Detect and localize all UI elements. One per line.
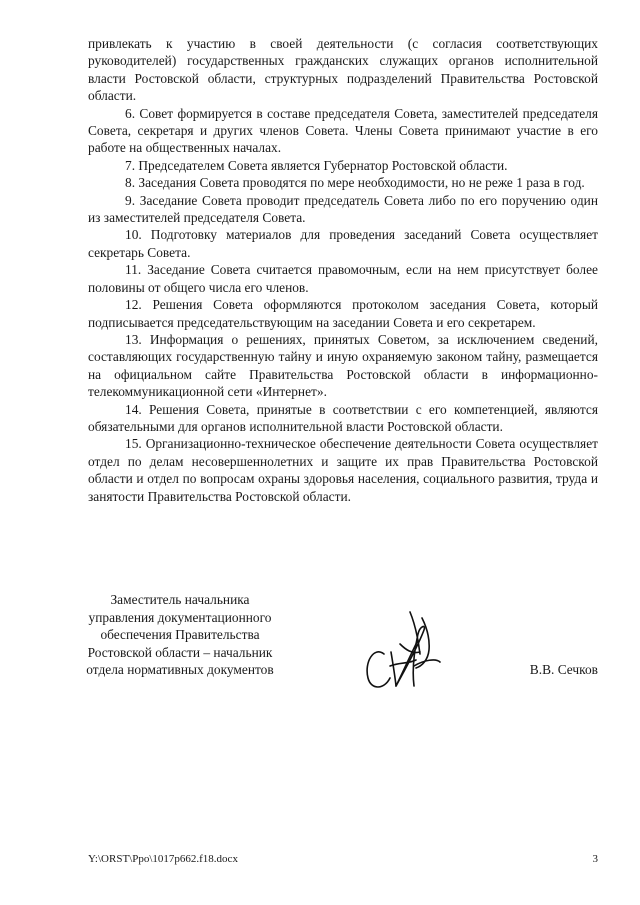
signatory-title: [72, 591, 288, 679]
signatory-title-line: обеспечения Правительства: [100, 627, 260, 642]
signatory-name: В.В. Сечков: [529, 662, 598, 677]
paragraph-item-13: 13. Информация о решениях, принятых Советом, за исключением сведений, составляющих государственную тайну и иную охраняемую законом тайну, размещается на официальном сайте Правительства Ростовской области в информационно-телекоммуникационной сети «Интернет».: [88, 331, 598, 400]
paragraph-item-6: 6. Совет формируется в составе председателя Совета, заместителей председателя Совета, секретаря и других членов Совета. Члены Совета принимают участие в его работе на общественных началах.: [88, 105, 598, 156]
paragraph-item-10: 10. Подготовку материалов для проведения заседаний Совета осуществляет секретарь Совета.: [88, 227, 598, 260]
signatory-title-line: отдела нормативных документов: [86, 662, 274, 677]
paragraph-continuation: привлекать к участию в своей деятельности (с согласия соответствующих руководителей) государственных гражданских служащих органов исполнительной власти Ростовской области, структурных подразделений Правительства Ростовской области.: [88, 36, 598, 104]
paragraph-item-12: 12. Решения Совета оформляются протоколом заседания Совета, который подписывается председательствующим на заседании Совета и его секретарем.: [88, 297, 598, 330]
paragraph-item-15: 15. Организационно-техническое обеспечение деятельности Совета осуществляет отдел по делам несовершеннолетних и защите их прав Правительства Ростовской области и отдел по вопросам охраны здоровья населения, социального развития, труда и занятости Правительства Ростовской области.: [88, 436, 598, 504]
footer-file-path: Y:\ORST\Ppo\1017p662.f18.docx: [88, 853, 238, 865]
paragraph-item-9: 9. Заседание Совета проводит председатель Совета либо по его поручению один из заместителей председателя Совета.: [88, 192, 598, 226]
signatory-title-line: управления документационного: [88, 609, 272, 625]
signatory-title-line: Ростовской области – начальник: [87, 644, 273, 660]
handwritten-signature: [360, 604, 446, 694]
paragraph-item-7: 7. Председателем Совета является Губернатор Ростовской области.: [125, 157, 508, 173]
paragraph-item-8: 8. Заседания Совета проводятся по мере необходимости, но не реже 1 раза в год.: [125, 175, 585, 191]
page-number: 3: [592, 853, 598, 865]
signatory-title-line: Заместитель начальника: [110, 592, 250, 607]
document-body: [88, 35, 598, 505]
paragraph-item-11: 11. Заседание Совета считается правомочным, если на нем присутствует более половины от общего числа его членов.: [88, 262, 598, 295]
paragraph-item-14: 14. Решения Совета, принятые в соответствии с его компетенцией, являются обязательными для органов исполнительной власти Ростовской области.: [88, 401, 598, 434]
